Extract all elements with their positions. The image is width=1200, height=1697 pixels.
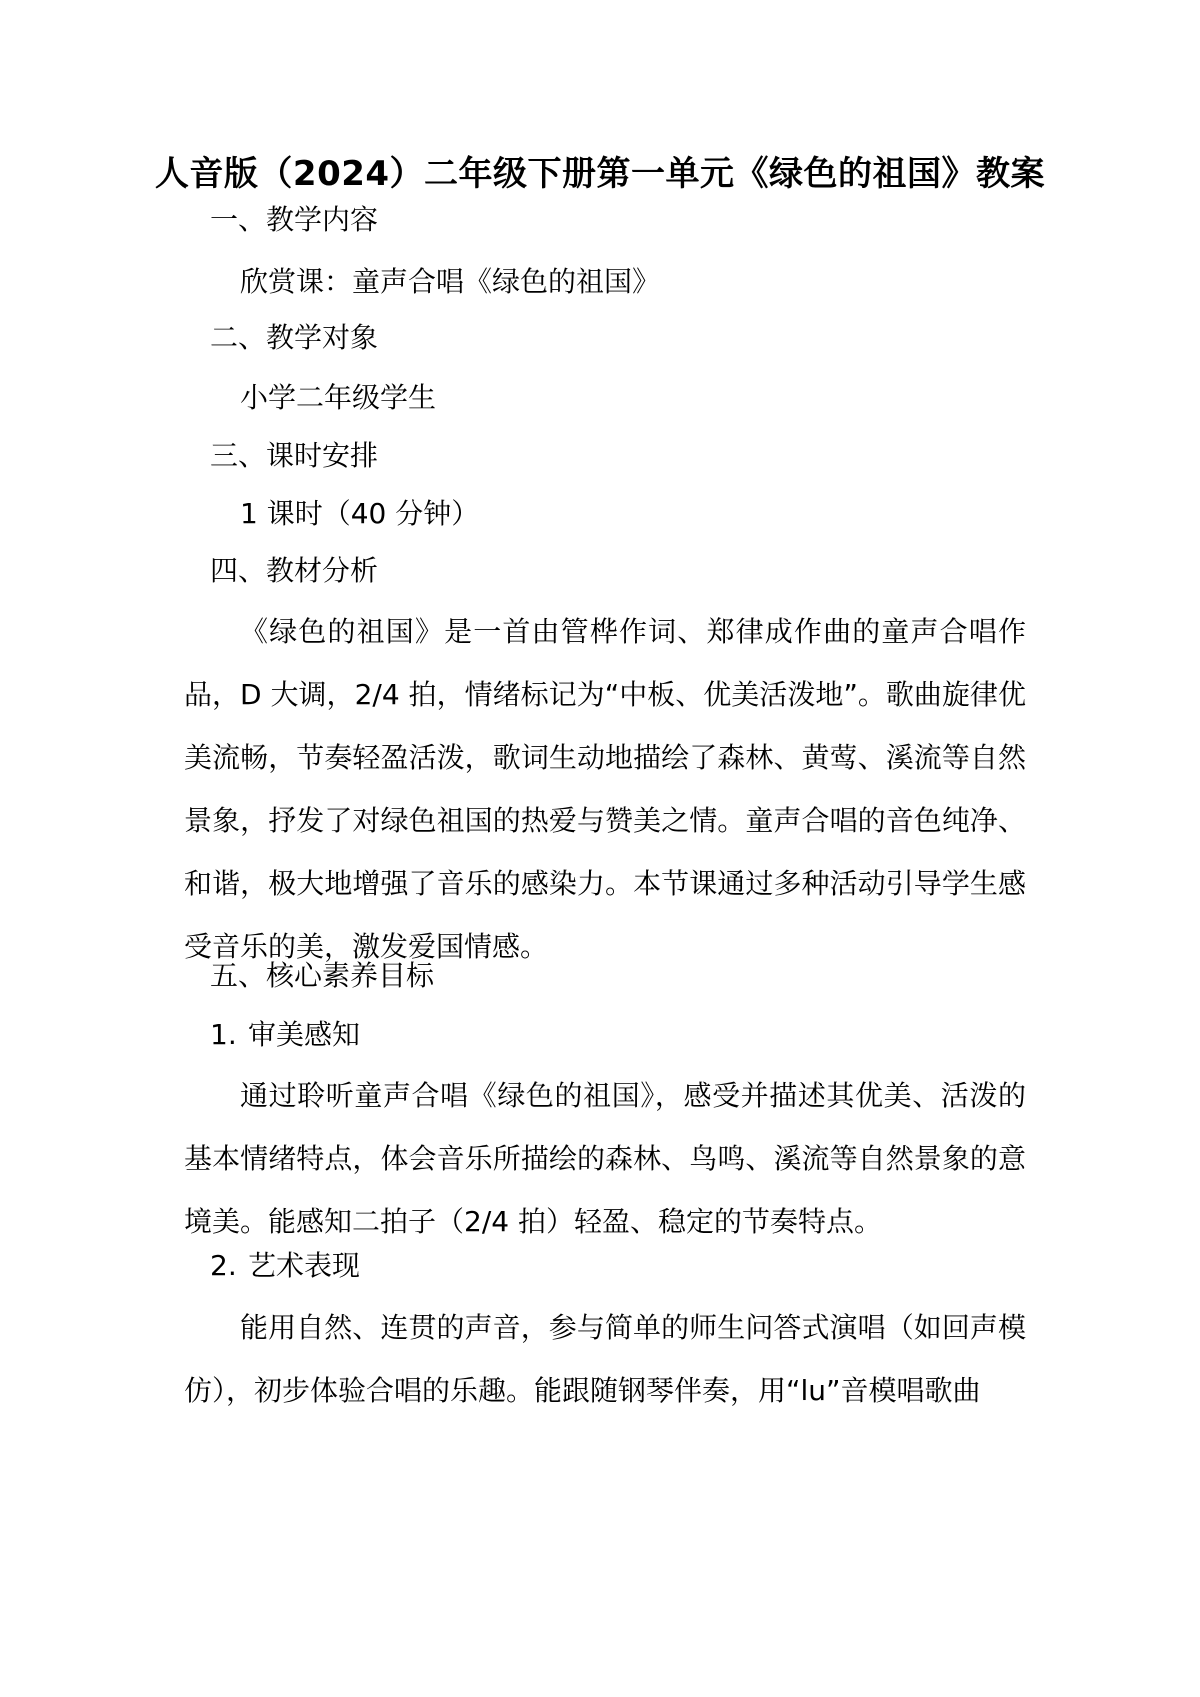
section-text-audience: 小学二年级学生 — [240, 381, 437, 414]
section-text-schedule: 1 课时（40 分钟） — [240, 497, 480, 530]
goal-item-2-paragraph: 能用自然、连贯的声音，参与简单的师生问答式演唱（如回声模仿），初步体验合唱的乐趣。能跟随钢琴伴奏，用“lu”音模唱歌曲 — [184, 1311, 1026, 1407]
goal-item-2-label: 艺术表现 — [248, 1249, 361, 1282]
goal-item-1-label: 审美感知 — [248, 1018, 361, 1051]
goal-item-2-heading — [210, 1246, 360, 1286]
section-heading-schedule: 三、课时安排 — [210, 439, 379, 472]
section-heading-goals: 五、核心素养目标 — [210, 959, 435, 992]
document-title: 人音版（2024）二年级下册第一单元《绿色的祖国》教案 — [154, 154, 1046, 194]
section-text-content: 欣赏课：童声合唱《绿色的祖国》 — [240, 265, 661, 298]
goal-item-1-paragraph: 通过聆听童声合唱《绿色的祖国》，感受并描述其优美、活泼的基本情绪特点，体会音乐所描绘的森林、鸟鸣、溪流等自然景象的意境美。能感知二拍子（2/4 拍）轻盈、稳定的节奏特点。 — [184, 1079, 1026, 1238]
section-heading-audience: 二、教学对象 — [210, 321, 379, 354]
section-paragraph-analysis: 《绿色的祖国》是一首由管桦作词、郑律成作曲的童声合唱作品，D 大调，2/4 拍，情绪标记为“中板、优美活泼地”。歌曲旋律优美流畅，节奏轻盈活泼，歌词生动地描绘了森林、黄莺、溪流等自然景象，抒发了对绿色祖国的热爱与赞美之情。童声合唱的音色纯净、和谐，极大地增强了音乐的感染力。本节课通过多种活动引导学生感受音乐的美，激发爱国情感。 — [184, 615, 1026, 963]
section-heading-content: 一、教学内容 — [210, 203, 379, 236]
goal-item-1-heading — [210, 1015, 360, 1055]
goal-item-2-number: 2. — [210, 1249, 237, 1282]
section-heading-analysis: 四、教材分析 — [210, 554, 379, 587]
goal-item-1-number: 1. — [210, 1018, 237, 1051]
